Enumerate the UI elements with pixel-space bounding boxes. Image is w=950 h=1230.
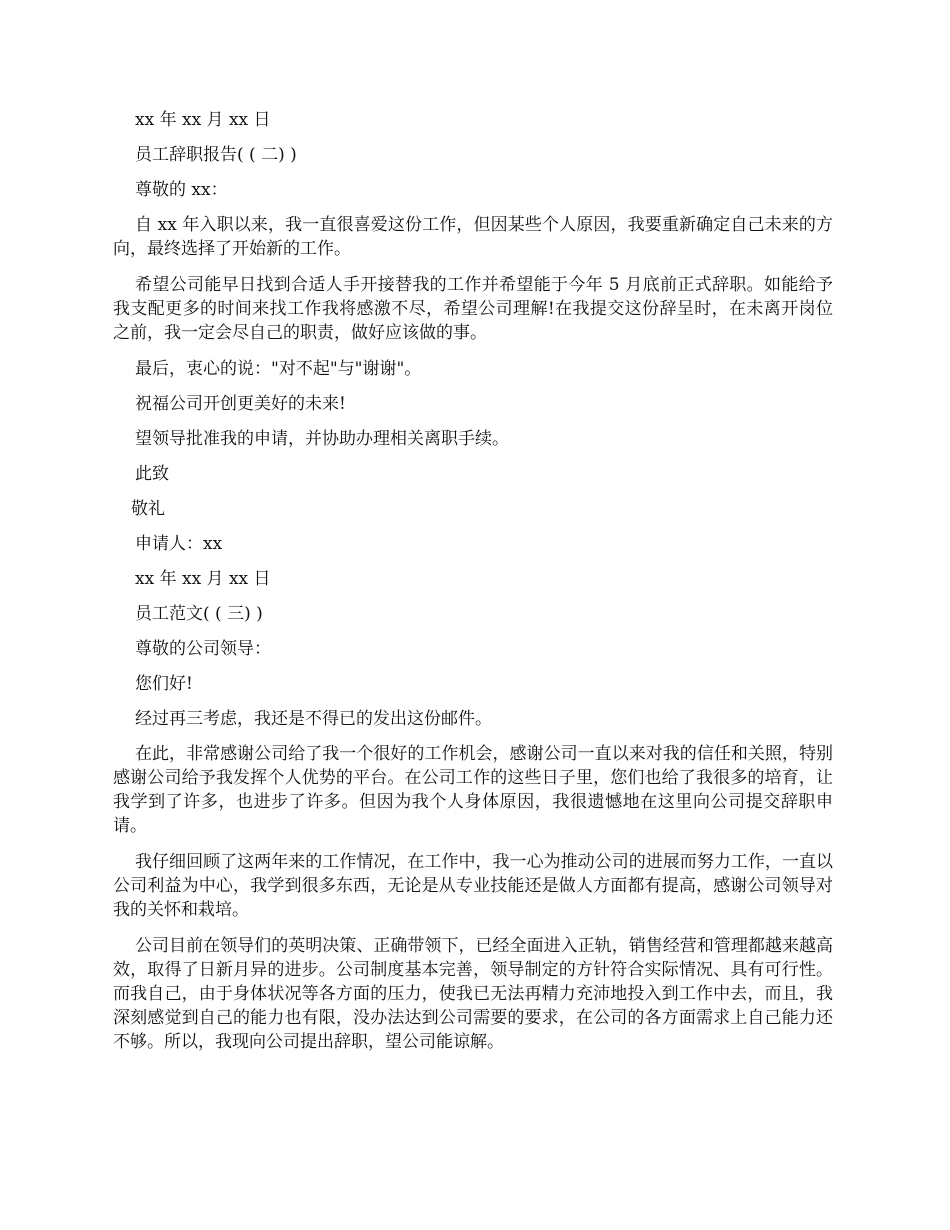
date-line: xx 年 xx 月 xx 日 [135,569,271,589]
closing-line: 此致 [135,464,169,484]
salutation: 尊敬的 xx： [135,180,228,200]
body-paragraph: 在此，非常感谢公司给了我一个很好的工作机会，感谢公司一直以来对我的信任和关照，特别感谢公司给予我发挥个人优势的平台。在公司工作的这些日子里，您们也给了我很多的培育，让我学到了许多，也进步了许多。但因为我个人身体原因，我很遗憾地在这里向公司提交辞职申请。 [113,744,833,836]
section-title-2: 员工辞职报告( ( 二) ) [135,145,297,165]
greeting: 您们好! [135,674,193,694]
closing-regards: 敬礼 [131,499,165,519]
date-line: xx 年 xx 月 xx 日 [135,110,271,130]
body-paragraph: 经过再三考虑，我还是不得已的发出这份邮件。 [135,709,492,729]
body-paragraph: 祝福公司开创更美好的未来! [135,394,346,414]
body-paragraph: 自 xx 年入职以来，我一直很喜爱这份工作，但因某些个人原因，我要重新确定自己未来的方向，最终选择了开始新的工作。 [113,215,833,259]
body-paragraph: 望领导批准我的申请，并协助办理相关离职手续。 [135,429,509,449]
salutation: 尊敬的公司领导： [135,639,271,659]
section-title-3: 员工范文( ( 三) ) [135,604,263,624]
body-paragraph: 公司目前在领导们的英明决策、正确带领下，已经全面进入正轨，销售经营和管理都越来越高效，取得了日新月异的进步。公司制度基本完善，领导制定的方针符合实际情况、具有可行性。而我自己，由于身体状况等各方面的压力，使我已无法再精力充沛地投入到工作中去，而且，我深刻感觉到自己的能力也有限，没办法达到公司需要的要求，在公司的各方面需求上自己能力还不够。所以，我现向公司提出辞职，望公司能谅解。 [113,936,833,1052]
document-body [113,108,833,1066]
body-paragraph: 我仔细回顾了这两年来的工作情况，在工作中，我一心为推动公司的进展而努力工作，一直以公司利益为中心，我学到很多东西，无论是从专业技能还是做人方面都有提高，感谢公司领导对我的关怀和栽培。 [113,852,833,920]
applicant-line: 申请人：xx [135,534,223,554]
body-paragraph: 希望公司能早日找到合适人手开接替我的工作并希望能于今年 5 月底前正式辞职。如能给予我支配更多的时间来找工作我将感激不尽，希望公司理解!在我提交这份辞呈时，在未离开岗位之前，我一定会尽自己的职责，做好应该做的事。 [113,275,833,343]
body-paragraph: 最后，衷心的说："对不起"与"谢谢"。 [135,359,422,379]
